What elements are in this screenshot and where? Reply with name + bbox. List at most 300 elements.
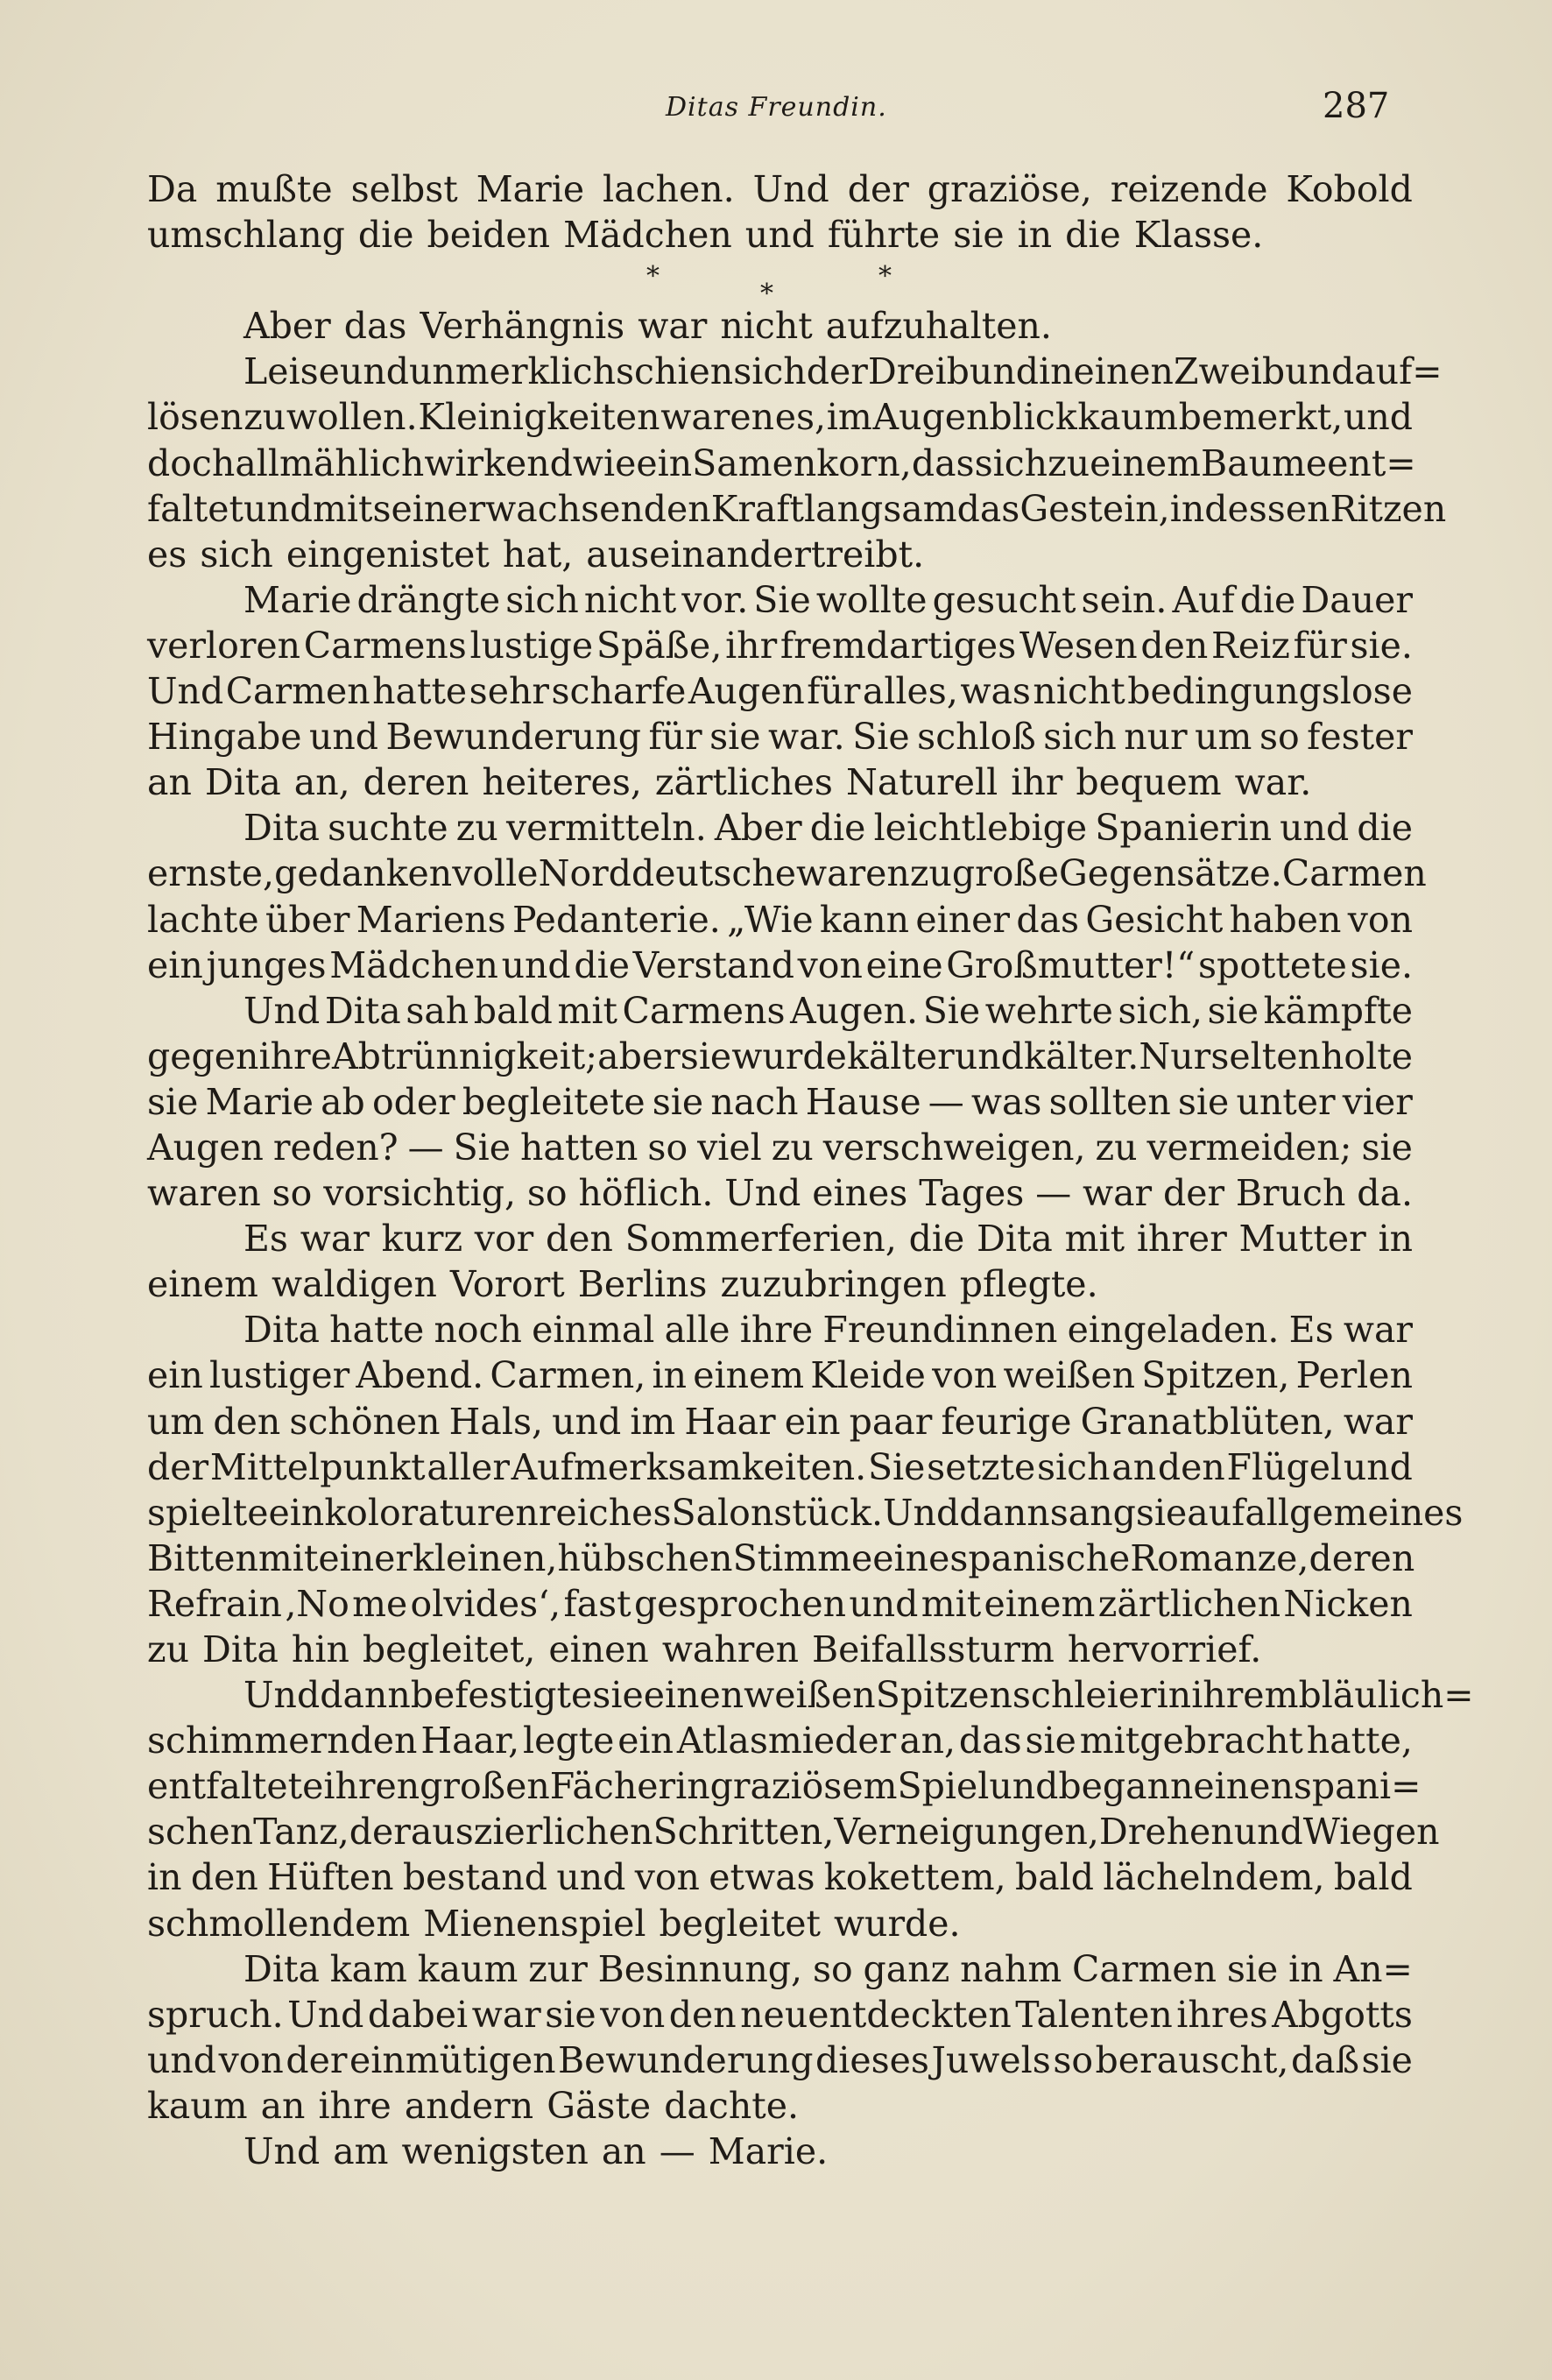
word: in [1017,214,1053,257]
word: entfaltete [147,1765,324,1808]
word: Es [1288,1309,1334,1352]
word: Spitzenschleier [875,1674,1157,1717]
word: Späße, [596,624,723,667]
word: ihr [1011,761,1063,804]
word: reden? [272,1126,399,1169]
word: wirkend [424,441,573,484]
word: und [339,350,409,393]
word: mit [313,487,373,530]
word: in [1169,487,1205,530]
word: Mienenspiel [423,1902,646,1945]
word: nach [710,1080,799,1123]
word: war [638,305,708,348]
word: ein [617,1720,674,1762]
word: in [1156,1674,1192,1717]
text-line [147,1352,1413,1398]
word: was [960,670,1031,713]
word: der [286,2038,348,2081]
word: war [471,1993,541,2036]
word: im [630,1400,676,1443]
word: Dauer [1301,578,1413,621]
word: weißen [1003,1354,1136,1397]
word: wurde. [833,1902,961,1945]
word: bald [1333,1856,1413,1899]
word: heiteres, [482,761,642,804]
text-line [147,1536,1413,1581]
word: lachte [147,898,259,941]
word: mußte [215,168,333,210]
word: eingenistet [286,533,490,576]
word: sie [680,1035,732,1077]
word: in [147,1856,182,1899]
word: und [552,1400,622,1443]
word: aufzuhalten. [825,305,1052,348]
word: Reiz [1211,624,1290,667]
word: Stimme [732,1536,873,1579]
word: kam [329,1947,407,1990]
word: kaum [417,1947,519,1990]
word: sie [1177,1080,1230,1123]
word: beiden [427,214,551,257]
word: begleitet, [362,1628,536,1670]
word: wahren [661,1628,800,1670]
text-line [147,441,1416,486]
word: einem [1090,441,1202,484]
word: Carmen [1281,852,1427,895]
word: dann [320,1674,411,1717]
word: Da [147,168,198,210]
word: der [147,1445,209,1488]
word: dabei [367,1993,469,2036]
word: leichtlebige [873,807,1088,850]
word: Fächer [549,1765,676,1808]
word: graziösem [709,1765,898,1808]
word: Und [882,1491,960,1534]
text-line [147,1034,1413,1079]
word: Romanze, [1130,1536,1309,1579]
text-line [147,943,1413,988]
word: so [1053,2038,1094,2081]
word: ihrem [1191,1674,1299,1717]
word: Beifallssturm [812,1628,1055,1670]
word: an, [899,1720,956,1762]
text-line [147,166,1413,212]
word: neuentdeckten [740,1993,1012,2036]
word: der [806,350,868,393]
word: so [812,1947,853,1990]
word: Marie. [708,2130,829,2173]
word: Und [243,2130,321,2173]
word: ihrer [1136,1218,1227,1261]
word: bald [473,989,553,1032]
word: Wiegen [1302,1811,1440,1854]
word: sah [406,989,469,1032]
word: Verstand [632,943,794,986]
word: andern [404,2084,534,2127]
word: hat, [502,533,574,576]
word: wehrte [984,989,1113,1032]
running-head: Ditas Freundin. [666,92,887,123]
word: „Wie [727,898,814,941]
word: Pedanterie. [511,898,721,941]
word: langsam [804,487,957,530]
word: Dita [204,761,281,804]
word: hübschen [557,1536,733,1579]
word: dachte. [664,2084,800,2127]
word: kälter [847,1035,955,1077]
word: an, [293,761,350,804]
word: allgemeines [1245,1491,1464,1534]
text-line [147,532,1413,577]
word: es [147,533,187,576]
word: Aber [243,305,331,348]
word: Klasse. [1133,214,1264,257]
word: und [501,943,571,986]
word: den [545,1218,613,1261]
word: kaum [1077,396,1178,439]
word: Hause [805,1080,921,1123]
word: Ritzen [1330,487,1447,530]
asterisk: * [646,261,660,293]
word: in [675,1765,710,1808]
word: Spiel [897,1765,990,1808]
word: Marie [205,1080,314,1123]
word: mitgebracht [1079,1720,1303,1762]
word: ernste, [147,852,275,895]
body-text [147,166,1474,2174]
word: Granatblüten, [1080,1400,1335,1443]
word: Kleinigkeiten [418,396,660,439]
word: viel [697,1126,762,1169]
word: — [1035,1172,1072,1215]
word: Haar [684,1400,776,1443]
word: zierlichen [473,1811,653,1854]
word: lustiger [208,1354,350,1397]
word: gesprochen [633,1582,847,1625]
word: den [1157,1445,1225,1488]
word: waren [796,852,910,895]
word: waren [147,1172,261,1215]
word: wollte [815,578,928,621]
word: einen [1073,350,1174,393]
text-line [147,2129,1413,2174]
word: Aber [714,807,802,850]
word: Und [243,1674,321,1717]
word: zärtliches [654,761,833,804]
word: Verneigungen, [834,1811,1099,1854]
text-line [147,1627,1413,1672]
word: sich [1043,716,1117,759]
word: Es [243,1218,288,1261]
word: in [1038,350,1074,393]
word: zu [1095,1126,1138,1169]
word: der [1162,1172,1225,1215]
word: umschlang [147,214,345,257]
word: spielte [147,1491,269,1534]
word: hin [291,1628,349,1670]
word: nicht [1033,670,1125,713]
word: auf [1187,1491,1245,1534]
word: war [300,1218,370,1261]
word: und [954,1035,1024,1077]
word: einem [984,1582,1096,1625]
word: lustige [469,624,594,667]
word: doch [147,441,236,484]
text-line [147,486,1447,532]
word: sie. [1350,943,1413,986]
word: einer [915,898,1011,941]
word: das [958,1720,1022,1762]
word: kaum [147,2084,248,2127]
text-line [147,1581,1413,1627]
word: ihre [739,1309,814,1352]
word: scharfe [551,670,687,713]
word: Talenten [1015,1993,1173,2036]
word: sich [974,441,1048,484]
word: für [1293,624,1347,667]
word: war [1343,1309,1413,1352]
word: hervorrief. [1067,1628,1262,1670]
word: Augenblick [872,396,1077,439]
word: Dita [324,989,401,1032]
word: das [343,305,407,348]
word: auf= [1354,350,1443,393]
text-line [147,394,1413,440]
word: Sie [922,989,981,1032]
word: Naturell [845,761,998,804]
word: haben [1229,898,1342,941]
word: Tanz, [253,1811,349,1854]
word: Gäste [547,2084,652,2127]
word: Dita [202,1628,279,1670]
word: Dita [976,1218,1053,1261]
word: auseinandertreibt. [586,533,925,576]
word: pflegte. [959,1263,1098,1306]
word: fast [563,1582,631,1625]
word: die [1357,807,1413,850]
word: war [1343,1400,1413,1443]
word: Dita [243,1309,320,1352]
word: reizende [1110,168,1268,210]
word: sie [652,1080,704,1123]
word: von [218,2038,284,2081]
word: und [243,487,314,530]
word: me [352,1582,408,1625]
word: unmerklich [408,350,616,393]
word: Carmens [303,624,467,667]
word: und [1233,1811,1303,1854]
word: weißen [744,1674,876,1717]
word: war [1083,1172,1153,1215]
word: Perlen [1295,1354,1413,1397]
word: Abend. [356,1354,484,1397]
word: ihre [258,1035,332,1077]
word: Auf [1172,578,1235,621]
word: begleitet [659,1902,821,1945]
word: Hüften [267,1856,394,1899]
word: schimmernden [147,1720,418,1762]
text-line [147,623,1413,668]
word: selbst [350,168,458,210]
word: Haar, [420,1720,520,1762]
word: und [147,2038,217,2081]
word: ihres [1176,1993,1268,2036]
word: zuzubringen [720,1263,947,1306]
word: Baume [1201,441,1328,484]
word: für [648,716,702,759]
word: hatte, [1306,1720,1413,1762]
word: eines [812,1172,908,1215]
word: sie [709,716,761,759]
word: Und [724,1172,801,1215]
word: fester [1307,716,1413,759]
word: sie [1361,2038,1413,2081]
word: Und [147,670,224,713]
word: Kleide [810,1354,926,1397]
word: was [970,1080,1042,1123]
word: Carmen, [490,1354,646,1397]
word: zur [528,1947,588,1990]
word: einem [693,1354,805,1397]
text-line [147,1079,1413,1125]
word: Hals, [448,1400,544,1443]
word: um [147,1400,205,1443]
text-line [147,2037,1413,2083]
word: Mädchen [329,943,498,986]
word: kleinen, [413,1536,558,1579]
word: mit [257,1536,319,1579]
text-line [147,1170,1413,1216]
word: von [634,1856,700,1899]
word: bläulich= [1298,1674,1474,1717]
word: sich [505,578,579,621]
word: sie [1207,989,1259,1032]
word: sich [1037,1445,1111,1488]
word: Marie [243,578,352,621]
word: von [600,1993,666,2036]
word: ein [636,441,693,484]
word: ein [147,1354,203,1397]
word: lächelndem, [1103,1856,1325,1899]
word: sie [1226,1947,1279,1990]
word: Nur [1139,1035,1211,1077]
word: schloß [917,716,1036,759]
word: vor. [681,578,749,621]
word: Sommerferien, [624,1218,897,1261]
text-line [147,212,1413,258]
word: dieses [815,2038,929,2081]
word: legte [523,1720,615,1762]
word: das [1016,898,1080,941]
word: spruch. [147,1993,284,2036]
text-line [147,759,1413,805]
word: Berlins [577,1263,708,1306]
word: setzte [927,1445,1036,1488]
word: sehr [469,670,549,713]
text-line [147,1672,1474,1718]
word: Nicken [1283,1582,1413,1625]
word: Drehen [1098,1811,1234,1854]
word: sie [592,1674,644,1717]
text-line [147,577,1413,623]
word: hatten [519,1126,638,1169]
word: deren [363,761,469,804]
word: einen [643,1674,744,1717]
text-line [147,851,1427,896]
word: die [574,943,630,986]
word: Vorort [449,1263,565,1306]
word: bemerkt, [1178,396,1344,439]
asterisk: * [760,279,773,310]
word: vermeiden; [1146,1126,1352,1169]
word: Gegensätze. [1059,852,1282,895]
word: ein [147,943,203,986]
word: kurz [381,1218,463,1261]
word: den [1140,624,1209,667]
word: wie [572,441,637,484]
word: war. [1234,761,1312,804]
word: verschweigen, [822,1126,1086,1169]
word: die [1065,214,1121,257]
word: schönen [289,1400,441,1443]
word: der [847,168,909,210]
word: Bruch [1235,1172,1346,1215]
text-line [147,1946,1413,1992]
word: zu [455,807,498,850]
word: gesucht [932,578,1076,621]
text-line [147,1992,1413,2037]
word: kämpfte [1263,989,1413,1032]
word: Carmen [225,670,370,713]
word: so [1259,716,1300,759]
word: bestand [402,1856,547,1899]
word: begleitete [462,1080,645,1123]
word: sie [545,1993,596,2036]
word: da. [1357,1172,1413,1215]
word: die [357,214,414,257]
text-line [147,1125,1413,1170]
word: lachen. [603,168,735,210]
word: befestigte [410,1674,593,1717]
word: — [928,1080,964,1123]
word: Augen. [790,989,919,1032]
word: aller [427,1445,510,1488]
word: und [989,1765,1059,1808]
word: zu [243,396,286,439]
word: und [556,1856,626,1899]
word: oder [371,1080,455,1123]
word: Juwels [931,2038,1051,2081]
text-line [147,1854,1413,1900]
word: an [260,2084,306,2127]
text-line [147,668,1413,714]
word: ihr [725,624,778,667]
word: sie. [1350,624,1413,667]
text-line [147,714,1413,759]
text-line [147,1261,1413,1307]
word: gedankenvolle [274,852,539,895]
word: so [526,1172,568,1215]
word: Flügel [1226,1445,1343,1488]
word: Bewunderung [558,2038,814,2081]
word: eingeladen. [1067,1309,1280,1352]
word: etwas [709,1856,815,1899]
word: von [1347,898,1413,941]
word: sich [733,350,807,393]
word: so [272,1172,313,1215]
word: das [911,441,975,484]
word: in [1288,1947,1323,1990]
